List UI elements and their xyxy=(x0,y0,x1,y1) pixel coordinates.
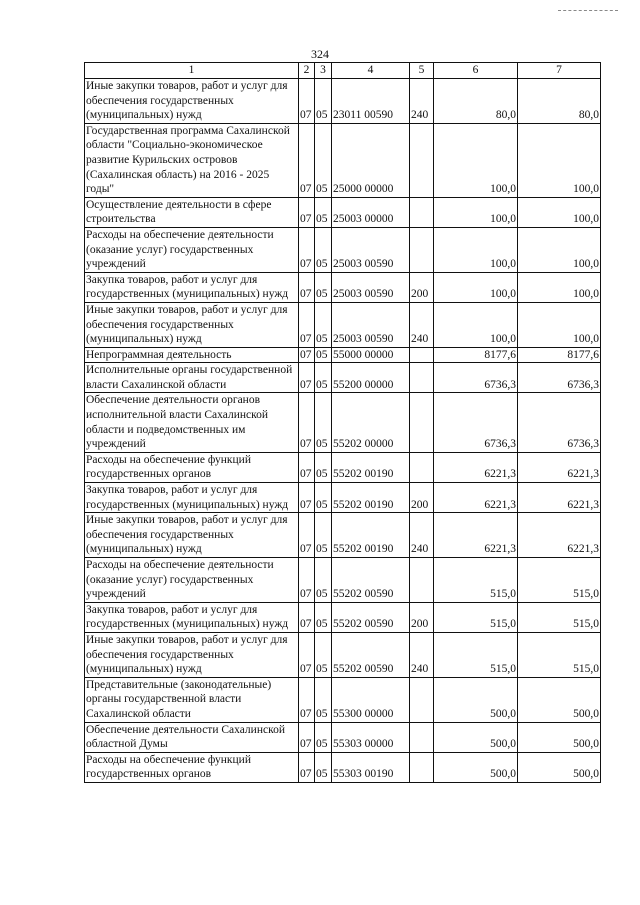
amount-col6: 6221,3 xyxy=(434,483,518,513)
amount-col6: 100,0 xyxy=(434,123,518,197)
target-article-code: 55303 00000 xyxy=(332,722,410,752)
section-code: 07 xyxy=(299,677,315,722)
table-row xyxy=(85,452,601,482)
target-article-code: 55202 00190 xyxy=(332,513,410,558)
expense-type-code xyxy=(410,393,434,452)
section-code: 07 xyxy=(299,558,315,603)
table-row xyxy=(85,197,601,227)
expense-type-code xyxy=(410,452,434,482)
subsection-code: 05 xyxy=(315,363,332,393)
page-number: 324 xyxy=(311,47,329,61)
header-row xyxy=(85,63,601,79)
expense-type-code xyxy=(410,197,434,227)
amount-col6: 515,0 xyxy=(434,632,518,677)
expense-type-code xyxy=(410,752,434,782)
target-article-code: 55300 00000 xyxy=(332,677,410,722)
table-row xyxy=(85,677,601,722)
expense-type-code: 240 xyxy=(410,79,434,124)
section-code: 07 xyxy=(299,513,315,558)
table-row xyxy=(85,302,601,347)
section-code: 07 xyxy=(299,272,315,302)
target-article-code: 55202 00190 xyxy=(332,452,410,482)
amount-col6: 8177,6 xyxy=(434,347,518,363)
amount-col7: 6221,3 xyxy=(518,483,601,513)
expense-type-code: 200 xyxy=(410,602,434,632)
amount-col6: 515,0 xyxy=(434,558,518,603)
section-code: 07 xyxy=(299,79,315,124)
amount-col7: 100,0 xyxy=(518,197,601,227)
amount-col6: 100,0 xyxy=(434,227,518,272)
table-row xyxy=(85,227,601,272)
table-row xyxy=(85,483,601,513)
row-name: Государственная программа Сахалинской области "Социально-экономическое развитие Курильских островов (Сахалинская область) на 2016 - 2025 годы" xyxy=(85,123,299,197)
amount-col6: 515,0 xyxy=(434,602,518,632)
section-code: 07 xyxy=(299,197,315,227)
row-name: Закупка товаров, работ и услуг для государственных (муниципальных) нужд xyxy=(85,602,299,632)
expense-type-code xyxy=(410,227,434,272)
section-code: 07 xyxy=(299,602,315,632)
subsection-code: 05 xyxy=(315,197,332,227)
section-code: 07 xyxy=(299,722,315,752)
budget-table xyxy=(84,62,601,783)
amount-col7: 6736,3 xyxy=(518,363,601,393)
subsection-code: 05 xyxy=(315,483,332,513)
amount-col6: 100,0 xyxy=(434,302,518,347)
subsection-code: 05 xyxy=(315,632,332,677)
amount-col7: 100,0 xyxy=(518,302,601,347)
table-row xyxy=(85,722,601,752)
subsection-code: 05 xyxy=(315,123,332,197)
target-article-code: 55202 00590 xyxy=(332,602,410,632)
target-article-code: 23011 00590 xyxy=(332,79,410,124)
amount-col7: 515,0 xyxy=(518,632,601,677)
subsection-code: 05 xyxy=(315,452,332,482)
target-article-code: 55000 00000 xyxy=(332,347,410,363)
target-article-code: 25003 00000 xyxy=(332,197,410,227)
row-name: Иные закупки товаров, работ и услуг для обеспечения государственных (муниципальных) нужд xyxy=(85,302,299,347)
expense-type-code: 240 xyxy=(410,302,434,347)
expense-type-code xyxy=(410,558,434,603)
subsection-code: 05 xyxy=(315,752,332,782)
amount-col6: 500,0 xyxy=(434,722,518,752)
amount-col7: 100,0 xyxy=(518,123,601,197)
subsection-code: 05 xyxy=(315,722,332,752)
column-header: 1 xyxy=(85,63,299,79)
amount-col7: 515,0 xyxy=(518,558,601,603)
amount-col6: 6736,3 xyxy=(434,363,518,393)
subsection-code: 05 xyxy=(315,677,332,722)
subsection-code: 05 xyxy=(315,302,332,347)
subsection-code: 05 xyxy=(315,227,332,272)
section-code: 07 xyxy=(299,752,315,782)
subsection-code: 05 xyxy=(315,513,332,558)
target-article-code: 25003 00590 xyxy=(332,227,410,272)
target-article-code: 55202 00000 xyxy=(332,393,410,452)
row-name: Непрограммная деятельность xyxy=(85,347,299,363)
table-row xyxy=(85,272,601,302)
subsection-code: 05 xyxy=(315,79,332,124)
target-article-code: 55303 00190 xyxy=(332,752,410,782)
subsection-code: 05 xyxy=(315,602,332,632)
amount-col7: 6221,3 xyxy=(518,513,601,558)
subsection-code: 05 xyxy=(315,347,332,363)
amount-col7: 500,0 xyxy=(518,752,601,782)
amount-col6: 500,0 xyxy=(434,752,518,782)
amount-col7: 6736,3 xyxy=(518,393,601,452)
amount-col7: 6221,3 xyxy=(518,452,601,482)
section-code: 07 xyxy=(299,363,315,393)
expense-type-code: 200 xyxy=(410,483,434,513)
section-code: 07 xyxy=(299,302,315,347)
section-code: 07 xyxy=(299,483,315,513)
row-name: Осуществление деятельности в сфере строительства xyxy=(85,197,299,227)
amount-col6: 80,0 xyxy=(434,79,518,124)
section-code: 07 xyxy=(299,452,315,482)
row-name: Обеспечение деятельности органов исполнительной власти Сахалинской области и подведомственных им учреждений xyxy=(85,393,299,452)
column-header: 3 xyxy=(315,63,332,79)
table-row xyxy=(85,602,601,632)
amount-col7: 100,0 xyxy=(518,227,601,272)
section-code: 07 xyxy=(299,123,315,197)
row-name: Представительные (законодательные) органы государственной власти Сахалинской области xyxy=(85,677,299,722)
expense-type-code: 240 xyxy=(410,513,434,558)
expense-type-code xyxy=(410,677,434,722)
amount-col7: 100,0 xyxy=(518,272,601,302)
column-header: 7 xyxy=(518,63,601,79)
table-row xyxy=(85,632,601,677)
row-name: Закупка товаров, работ и услуг для государственных (муниципальных) нужд xyxy=(85,272,299,302)
table-row xyxy=(85,752,601,782)
target-article-code: 25003 00590 xyxy=(332,272,410,302)
row-name: Иные закупки товаров, работ и услуг для обеспечения государственных (муниципальных) нужд xyxy=(85,513,299,558)
table-row xyxy=(85,123,601,197)
subsection-code: 05 xyxy=(315,393,332,452)
row-name: Иные закупки товаров, работ и услуг для обеспечения государственных (муниципальных) нужд xyxy=(85,632,299,677)
row-name: Расходы на обеспечение деятельности (оказание услуг) государственных учреждений xyxy=(85,558,299,603)
subsection-code: 05 xyxy=(315,272,332,302)
row-name: Исполнительные органы государственной власти Сахалинской области xyxy=(85,363,299,393)
table-row xyxy=(85,79,601,124)
column-header: 2 xyxy=(299,63,315,79)
table-row xyxy=(85,393,601,452)
amount-col7: 500,0 xyxy=(518,677,601,722)
amount-col7: 80,0 xyxy=(518,79,601,124)
amount-col6: 6221,3 xyxy=(434,452,518,482)
row-name: Закупка товаров, работ и услуг для государственных (муниципальных) нужд xyxy=(85,483,299,513)
target-article-code: 25000 00000 xyxy=(332,123,410,197)
target-article-code: 25003 00590 xyxy=(332,302,410,347)
section-code: 07 xyxy=(299,347,315,363)
expense-type-code xyxy=(410,347,434,363)
expense-type-code xyxy=(410,722,434,752)
column-header: 5 xyxy=(410,63,434,79)
amount-col6: 500,0 xyxy=(434,677,518,722)
subsection-code: 05 xyxy=(315,558,332,603)
amount-col7: 500,0 xyxy=(518,722,601,752)
table-row xyxy=(85,347,601,363)
amount-col6: 100,0 xyxy=(434,272,518,302)
target-article-code: 55202 00190 xyxy=(332,483,410,513)
column-header: 4 xyxy=(332,63,410,79)
expense-type-code xyxy=(410,363,434,393)
table-row xyxy=(85,558,601,603)
section-code: 07 xyxy=(299,632,315,677)
target-article-code: 55202 00590 xyxy=(332,632,410,677)
column-header: 6 xyxy=(434,63,518,79)
expense-type-code: 200 xyxy=(410,272,434,302)
amount-col6: 6221,3 xyxy=(434,513,518,558)
expense-type-code xyxy=(410,123,434,197)
target-article-code: 55202 00590 xyxy=(332,558,410,603)
amount-col7: 515,0 xyxy=(518,602,601,632)
amount-col7: 8177,6 xyxy=(518,347,601,363)
amount-col6: 6736,3 xyxy=(434,393,518,452)
row-name: Расходы на обеспечение функций государственных органов xyxy=(85,752,299,782)
target-article-code: 55200 00000 xyxy=(332,363,410,393)
row-name: Обеспечение деятельности Сахалинской областной Думы xyxy=(85,722,299,752)
table-row xyxy=(85,363,601,393)
expense-type-code: 240 xyxy=(410,632,434,677)
row-name: Иные закупки товаров, работ и услуг для обеспечения государственных (муниципальных) нужд xyxy=(85,79,299,124)
row-name: Расходы на обеспечение деятельности (оказание услуг) государственных учреждений xyxy=(85,227,299,272)
section-code: 07 xyxy=(299,393,315,452)
table-row xyxy=(85,513,601,558)
section-code: 07 xyxy=(299,227,315,272)
scan-artifact-mark xyxy=(558,10,618,13)
amount-col6: 100,0 xyxy=(434,197,518,227)
row-name: Расходы на обеспечение функций государственных органов xyxy=(85,452,299,482)
